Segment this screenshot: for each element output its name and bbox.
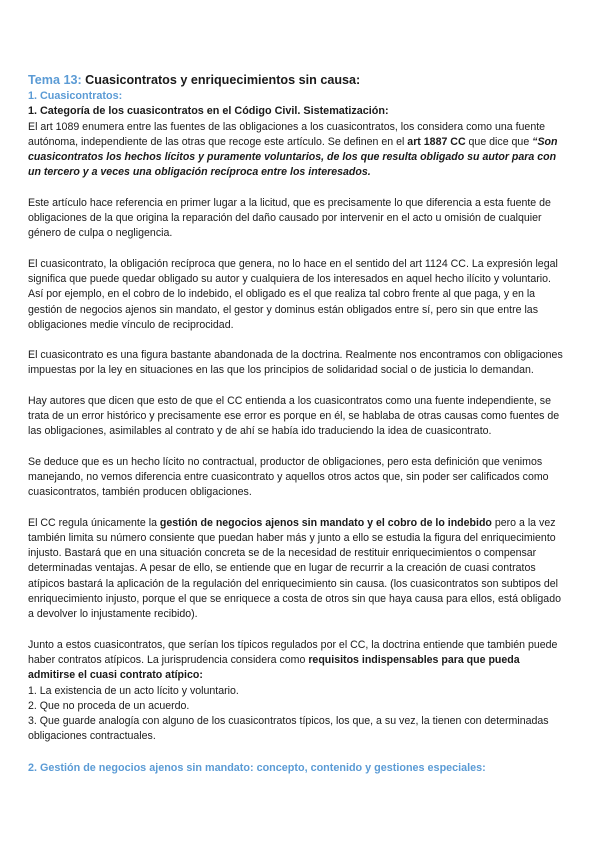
paragraph-atipicos-text: Junto a estos cuasicontratos, que serían los típicos regulados por el CC, la doctrina entiende que también puede haber contratos atípicos. La jurisprudencia considera como	[28, 638, 558, 666]
paragraph-definition-text-2: que dice que	[465, 135, 533, 148]
list-item: 2. Que no proceda de un acuerdo.	[28, 699, 190, 712]
document-page	[28, 72, 568, 776]
paragraph-doctrina: El cuasicontrato es una figura bastante abandonada de la doctrina. Realmente nos encontramos con obligaciones impuestas por la ley en situaciones en las que los principios de solidaridad social o de justicia lo demandan.	[28, 349, 563, 377]
document-title	[28, 72, 568, 88]
regulated-figures: gestión de negocios ajenos sin mandato y el cobro de lo indebido	[159, 516, 492, 529]
section-heading-cuasicontratos: 1. Cuasicontratos:	[28, 90, 123, 102]
list-item: 1. La existencia de un acto lícito y voluntario.	[28, 684, 239, 697]
paragraph-autores: Hay autores que dicen que esto de que el CC entienda a los cuasicontratos como una fuente independiente, se trata de un error histórico y precisamente ese error es porque en él, se hablaba de otras causas como fuentes de las obligaciones, asimilables al contrato y de ahí se había ido traduciendo la idea de cuasicontrato.	[28, 394, 560, 438]
article-reference: art 1887 CC	[407, 135, 466, 148]
paragraph-atipicos	[28, 638, 568, 684]
section-heading-gestion: 2. Gestión de negocios ajenos sin mandato: concepto, contenido y gestiones especiales:	[28, 761, 486, 774]
paragraph-definition-text: El art 1089 enumera entre las fuentes de las obligaciones a los cuasicontratos, los considera como una fuente autónoma, independiente de las otras que recoge este artículo. Se definen en el	[28, 120, 546, 148]
legal-quote: “Son cuasicontratos los hechos lícitos y puramente voluntarios, de los que resulta obligado su autor para con un tercero y a veces una obligación recíproca entre los interesados.	[28, 135, 558, 179]
paragraph-licitud: Este artículo hace referencia en primer lugar a la licitud, que es precisamente lo que diferencia a esta fuente de obligaciones de la que origina la reparación del daño causado por intervenir en el acto u omisión de cualquier género de culpa o negligencia.	[28, 196, 551, 240]
paragraph-regulacion-text-2: pero a la vez también limita su número consiente que puedan haber más y junto a ello se estudia la figura del enriquecimiento injusto. Bastará que en una situación concreta se de la necesidad de restituir enriquecimientos o compensar determinadas ventajas. A pesar de ello, se entiende que en lugar de recurrir a la creación de cuasi contratos atípicos bastará la aplicación de la regulación del enriquecimiento sin causa. (los cuasicontratos son subtipos del enriquecimiento injusto, porque el que se enriquece a costa de otros sin que haya causa para ellos, está obligado a devolver lo injustamente recibido).	[28, 516, 561, 621]
paragraph-hecho-licito: Se deduce que es un hecho lícito no contractual, productor de obligaciones, pero esta definición que venimos manejando, no vemos diferencia entre cuasicontrato y aquellos otros actos que, sin poder ser calificados como cuasicontratos, también producen obligaciones.	[28, 455, 549, 499]
requirements-list	[28, 684, 568, 745]
title-text: Cuasicontratos y enriquecimientos sin causa:	[81, 73, 361, 87]
paragraph-definition	[28, 120, 568, 181]
title-prefix: Tema 13:	[28, 73, 82, 87]
paragraph-reciprocidad: El cuasicontrato, la obligación recíproca que genera, no lo hace en el sentido del art 1124 CC. La expresión legal significa que puede quedar obligado su autor y cualquiera de los interesados en aquel hecho ilícito y voluntario. Así por ejemplo, en el cobro de lo indebido, el obligado es el que realiza tal cobro frente al que paga, y en la gestión de negocios ajenos sin mandato, el gestor y dominus están obligados entre sí, pero sin que entre las obligaciones medie vínculo de reciprocidad.	[28, 257, 558, 331]
subsection-heading-categoria: 1. Categoría de los cuasicontratos en el Código Civil. Sistematización:	[28, 105, 389, 118]
paragraph-regulacion	[28, 516, 568, 623]
paragraph-regulacion-text: El CC regula únicamente la	[28, 516, 160, 529]
list-item: 3. Que guarde analogía con alguno de los cuasicontratos típicos, los que, a su vez, la tienen con determinadas obligaciones contractuales.	[28, 715, 549, 743]
requisitos-heading: requisitos indispensables para que pueda admitirse el cuasi contrato atípico:	[28, 653, 520, 682]
